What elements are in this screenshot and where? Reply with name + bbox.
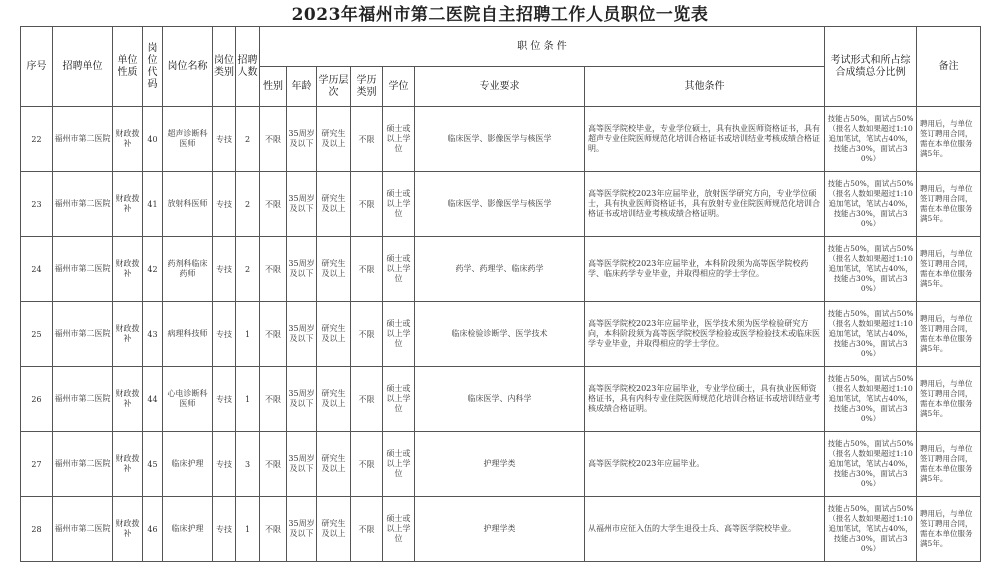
cell-count: 2 [236,107,260,172]
table-row [21,237,981,302]
cell-edu-type: 不限 [351,107,383,172]
cell-gender: 不限 [260,302,287,367]
cell-remark: 聘用后，与单位签订聘用合同，需在本单位服务满5年。 [917,432,981,497]
cell-count: 2 [236,172,260,237]
cell-count: 3 [236,432,260,497]
cell-post-type: 专技 [213,302,236,367]
cell-unit: 福州市第二医院 [53,107,113,172]
cell-other: 高等医学院校2023年应届毕业，本科阶段须为高等医学院校药学、临床药学专业毕业，并取得相应的学士学位。 [585,237,825,302]
header-seq: 序号 [21,27,53,107]
cell-post-type: 专技 [213,107,236,172]
header-post-type: 岗位类别 [213,27,236,107]
table-row [21,107,981,172]
cell-code: 46 [143,497,163,562]
cell-post-type: 专技 [213,432,236,497]
cell-post-type: 专技 [213,237,236,302]
cell-gender: 不限 [260,432,287,497]
cell-count: 1 [236,497,260,562]
cell-exam: 技能占50%，面试占50%（报名人数如果超过1:10追加笔试，笔试占40%，技能占30%，面试占30%） [825,237,917,302]
cell-other: 高等医学院校2023年应届毕业，专业学位硕士，具有执业医师资格证书，具有内科专业住院医师规范化培训合格证书或培训结业考核成绩合格证明。 [585,367,825,432]
table-row [21,432,981,497]
cell-remark: 聘用后，与单位签订聘用合同，需在本单位服务满5年。 [917,172,981,237]
cell-code: 40 [143,107,163,172]
cell-major: 护理学类 [415,432,585,497]
cell-other: 高等医学院校2023年应届毕业，医学技术须为医学检验研究方向，本科阶段须为高等医学院校医学检验或医学检验技术或临床医学专业毕业，并取得相应的学士学位。 [585,302,825,367]
cell-edu-type: 不限 [351,237,383,302]
cell-age: 35周岁及以下 [287,172,317,237]
cell-exam: 技能占50%，面试占50%（报名人数如果超过1:10追加笔试，笔试占40%，技能占30%，面试占30%） [825,432,917,497]
cell-major: 药学、药理学、临床药学 [415,237,585,302]
cell-count: 2 [236,237,260,302]
cell-edu-level: 研究生及以上 [317,107,351,172]
cell-major: 护理学类 [415,497,585,562]
cell-exam: 技能占50%，面试占50%（报名人数如果超过1:10追加笔试，笔试占40%，技能占30%，面试占30%） [825,107,917,172]
cell-gender: 不限 [260,367,287,432]
cell-edu-level: 研究生及以上 [317,432,351,497]
header-code: 岗位代码 [143,27,163,107]
cell-unit: 福州市第二医院 [53,237,113,302]
cell-post-name: 放射科医师 [163,172,213,237]
cell-gender: 不限 [260,107,287,172]
header-conditions: 职 位 条 件 [260,27,825,67]
cell-major: 临床医学、影像医学与核医学 [415,172,585,237]
cell-nature: 财政拨补 [113,107,143,172]
cell-other: 高等医学院校2023年应届毕业，放射医学研究方向，专业学位硕士，具有执业医师资格证书，具有放射专业住院医师规范化培训合格证书或培训结业考核成绩合格证明。 [585,172,825,237]
cell-degree: 硕士或以上学位 [383,237,415,302]
cell-degree: 硕士或以上学位 [383,497,415,562]
cell-unit: 福州市第二医院 [53,302,113,367]
cell-age: 35周岁及以下 [287,237,317,302]
cell-degree: 硕士或以上学位 [383,107,415,172]
table-row [21,367,981,432]
cell-age: 35周岁及以下 [287,367,317,432]
cell-code: 45 [143,432,163,497]
header-unit: 招聘单位 [53,27,113,107]
table-row [21,172,981,237]
cell-seq: 23 [21,172,53,237]
header-nature: 单位性质 [113,27,143,107]
header-other: 其他条件 [585,67,825,107]
cell-code: 42 [143,237,163,302]
cell-edu-type: 不限 [351,432,383,497]
cell-post-name: 临床护理 [163,432,213,497]
cell-seq: 22 [21,107,53,172]
cell-edu-level: 研究生及以上 [317,497,351,562]
cell-other: 高等医学院校毕业，专业学位硕士，具有执业医师资格证书，具有超声专业住院医师规范化培训合格证书或培训结业考核成绩合格证明。 [585,107,825,172]
header-gender: 性别 [260,67,287,107]
cell-gender: 不限 [260,497,287,562]
cell-post-name: 临床护理 [163,497,213,562]
cell-seq: 25 [21,302,53,367]
cell-remark: 聘用后，与单位签订聘用合同，需在本单位服务满5年。 [917,237,981,302]
cell-code: 44 [143,367,163,432]
cell-unit: 福州市第二医院 [53,497,113,562]
cell-unit: 福州市第二医院 [53,172,113,237]
cell-exam: 技能占50%，面试占50%（报名人数如果超过1:10追加笔试，笔试占40%，技能占30%，面试占30%） [825,302,917,367]
cell-seq: 27 [21,432,53,497]
cell-edu-type: 不限 [351,497,383,562]
cell-degree: 硕士或以上学位 [383,432,415,497]
cell-age: 35周岁及以下 [287,302,317,367]
cell-edu-level: 研究生及以上 [317,302,351,367]
cell-age: 35周岁及以下 [287,107,317,172]
header-edu-type: 学历类别 [351,67,383,107]
cell-other: 从福州市应征入伍的大学生退役士兵、高等医学院校毕业。 [585,497,825,562]
cell-seq: 24 [21,237,53,302]
header-count: 招聘人数 [236,27,260,107]
cell-post-name: 心电诊断科医师 [163,367,213,432]
cell-major: 临床医学、内科学 [415,367,585,432]
cell-post-type: 专技 [213,497,236,562]
cell-edu-type: 不限 [351,367,383,432]
cell-count: 1 [236,367,260,432]
cell-degree: 硕士或以上学位 [383,172,415,237]
cell-seq: 28 [21,497,53,562]
cell-edu-type: 不限 [351,302,383,367]
position-table [20,26,981,562]
cell-remark: 聘用后，与单位签订聘用合同，需在本单位服务满5年。 [917,107,981,172]
cell-major: 临床医学、影像医学与核医学 [415,107,585,172]
cell-edu-level: 研究生及以上 [317,237,351,302]
cell-exam: 技能占50%，面试占50%（报名人数如果超过1:10追加笔试，笔试占40%，技能占30%，面试占30%） [825,172,917,237]
cell-remark: 聘用后，与单位签订聘用合同，需在本单位服务满5年。 [917,367,981,432]
cell-post-name: 超声诊断科医师 [163,107,213,172]
header-major: 专业要求 [415,67,585,107]
cell-edu-type: 不限 [351,172,383,237]
cell-gender: 不限 [260,237,287,302]
cell-age: 35周岁及以下 [287,497,317,562]
cell-nature: 财政拨补 [113,432,143,497]
cell-gender: 不限 [260,172,287,237]
cell-count: 1 [236,302,260,367]
cell-code: 41 [143,172,163,237]
cell-remark: 聘用后，与单位签订聘用合同，需在本单位服务满5年。 [917,302,981,367]
cell-degree: 硕士或以上学位 [383,367,415,432]
table-title: 2023年福州市第二医院自主招聘工作人员职位一览表 [291,5,709,25]
header-post-name: 岗位名称 [163,27,213,107]
cell-post-type: 专技 [213,172,236,237]
header-degree: 学位 [383,67,415,107]
header-edu-level: 学历层次 [317,67,351,107]
cell-seq: 26 [21,367,53,432]
header-exam: 考试形式和所占综合成绩总分比例 [825,27,917,107]
cell-age: 35周岁及以下 [287,432,317,497]
cell-edu-level: 研究生及以上 [317,172,351,237]
table-row [21,497,981,562]
header-age: 年龄 [287,67,317,107]
cell-major: 临床检验诊断学、医学技术 [415,302,585,367]
cell-nature: 财政拨补 [113,497,143,562]
cell-remark: 聘用后，与单位签订聘用合同，需在本单位服务满5年。 [917,497,981,562]
cell-unit: 福州市第二医院 [53,432,113,497]
cell-post-type: 专技 [213,367,236,432]
header-remark: 备注 [917,27,981,107]
cell-code: 43 [143,302,163,367]
cell-exam: 技能占50%，面试占50%（报名人数如果超过1:10追加笔试，笔试占40%，技能占30%，面试占30%） [825,497,917,562]
cell-other: 高等医学院校2023年应届毕业。 [585,432,825,497]
cell-exam: 技能占50%，面试占50%（报名人数如果超过1:10追加笔试，笔试占40%，技能占30%，面试占30%） [825,367,917,432]
cell-edu-level: 研究生及以上 [317,367,351,432]
cell-post-name: 病理科技师 [163,302,213,367]
cell-nature: 财政拨补 [113,237,143,302]
cell-nature: 财政拨补 [113,302,143,367]
cell-degree: 硕士或以上学位 [383,302,415,367]
table-row [21,302,981,367]
cell-nature: 财政拨补 [113,172,143,237]
cell-nature: 财政拨补 [113,367,143,432]
cell-unit: 福州市第二医院 [53,367,113,432]
cell-post-name: 药剂科临床药师 [163,237,213,302]
